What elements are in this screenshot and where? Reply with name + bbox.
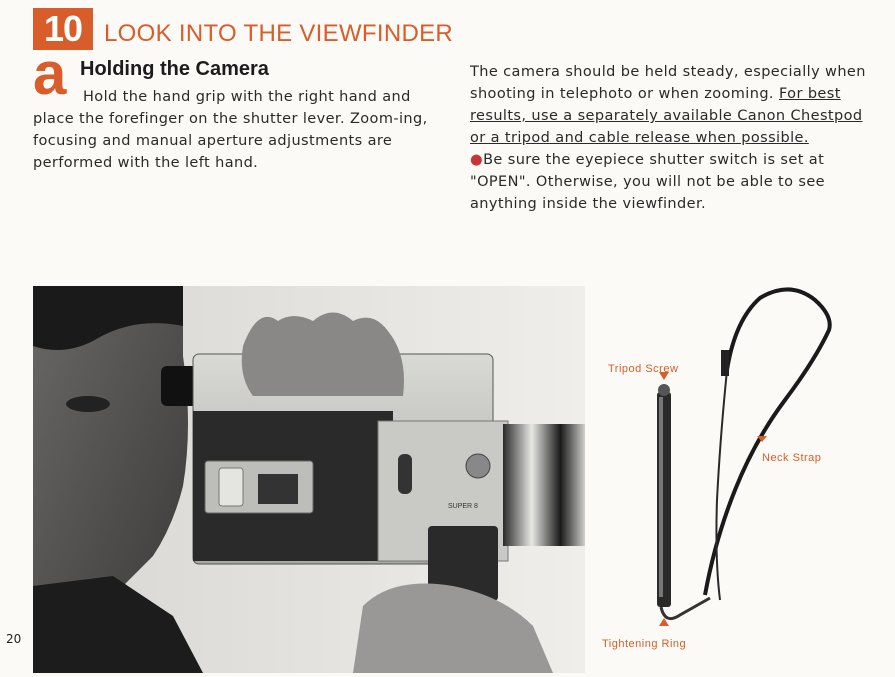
chestpod-drawing xyxy=(585,280,895,673)
neck-strap-label: Neck Strap xyxy=(762,452,822,464)
chestpod-recommendation: For best results, use a separately available Canon Chestpod or a tripod and cable release when possible. xyxy=(470,86,863,146)
steady-paragraph: The camera should be held steady, especially when shooting in telephoto or when zooming. For best results, use a separately available Canon Chestpod or a tripod and cable release when possible. xyxy=(470,64,866,146)
tripod-screw-label: Tripod Screw xyxy=(608,363,679,375)
subsection-title: Holding the Camera xyxy=(80,58,269,80)
camera-model-label: SUPER 8 xyxy=(448,503,478,510)
holding-paragraph: Hold the hand grip with the right hand and place the forefinger on the shutter lever. Zoom-ing, focusing and manual aperture adjustments are performed with the left hand. xyxy=(33,89,428,171)
bullet-icon: ● xyxy=(470,152,484,168)
subsection-letter: a xyxy=(33,40,67,107)
left-column-text xyxy=(33,86,431,174)
neck-strap xyxy=(705,289,830,595)
left-hand xyxy=(242,313,404,397)
zoom-lens xyxy=(503,424,585,546)
section-title: LOOK INTO THE VIEWFINDER xyxy=(104,20,454,47)
chestpod-illustration xyxy=(585,280,895,673)
camera-photo xyxy=(33,286,585,673)
right-column-text xyxy=(470,61,868,215)
page-number: 20 xyxy=(6,632,22,646)
section-number-badge: 10 xyxy=(33,8,93,50)
eyepiece-note: ●Be sure the eyepiece shutter switch is set at "OPEN". Otherwise, you will not be able to see anything inside the viewfinder. xyxy=(470,152,825,212)
tightening-ring-label: Tightening Ring xyxy=(602,638,687,650)
